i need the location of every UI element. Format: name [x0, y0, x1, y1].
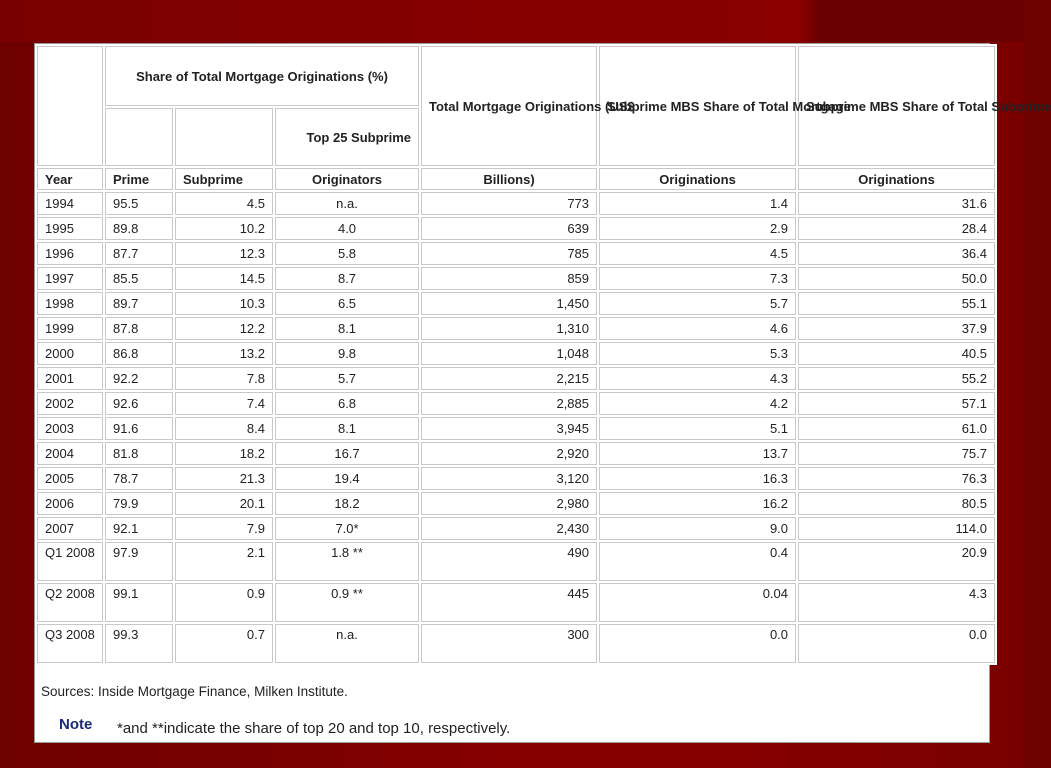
cell-subprime: 0.7: [175, 624, 273, 663]
cell-subprime: 12.2: [175, 317, 273, 340]
cell-mbs-total: 0.4: [599, 542, 796, 581]
cell-top25: 16.7: [275, 442, 419, 465]
table-row: [37, 624, 995, 663]
cell-mbs-total: 5.3: [599, 342, 796, 365]
cell-mbs-subprime: 0.0: [798, 624, 995, 663]
table-row: [37, 267, 995, 290]
cell-mbs-total: 0.04: [599, 583, 796, 622]
cell-mbs-total: 7.3: [599, 267, 796, 290]
cell-mbs-subprime: 50.0: [798, 267, 995, 290]
cell-mbs-subprime: 37.9: [798, 317, 995, 340]
table-row: [37, 367, 995, 390]
cell-year: 2006: [37, 492, 103, 515]
header-subprime-blank: [175, 108, 273, 166]
table-row: [37, 417, 995, 440]
cell-subprime: 13.2: [175, 342, 273, 365]
cell-subprime: 4.5: [175, 192, 273, 215]
header-prime-blank: [105, 108, 173, 166]
cell-mbs-total: 0.0: [599, 624, 796, 663]
cell-prime: 81.8: [105, 442, 173, 465]
table-row: [37, 542, 995, 581]
table-row: [37, 583, 995, 622]
cell-prime: 85.5: [105, 267, 173, 290]
cell-top25: 1.8 **: [275, 542, 419, 581]
cell-mbs-subprime: 76.3: [798, 467, 995, 490]
cell-prime: 99.1: [105, 583, 173, 622]
cell-total: 859: [421, 267, 597, 290]
slide-top-band: [0, 0, 1024, 42]
cell-subprime: 20.1: [175, 492, 273, 515]
cell-top25: 8.7: [275, 267, 419, 290]
note-text: *and **indicate the share of top 20 and top 10, respectively.: [117, 720, 511, 737]
header-total-originations: Total Mortgage Originations (US$: [421, 46, 597, 166]
cell-total: 3,120: [421, 467, 597, 490]
cell-mbs-subprime: 114.0: [798, 517, 995, 540]
table-row: [37, 517, 995, 540]
cell-total: 2,430: [421, 517, 597, 540]
cell-subprime: 2.1: [175, 542, 273, 581]
cell-year: 2004: [37, 442, 103, 465]
cell-year: 2007: [37, 517, 103, 540]
cell-total: 2,920: [421, 442, 597, 465]
sources-note: Sources: Inside Mortgage Finance, Milken Institute.: [41, 684, 348, 699]
cell-year: 2002: [37, 392, 103, 415]
table-row: [37, 317, 995, 340]
cell-mbs-subprime: 80.5: [798, 492, 995, 515]
table-row: [37, 242, 995, 265]
cell-total: 773: [421, 192, 597, 215]
cell-year: 2001: [37, 367, 103, 390]
cell-year: 1997: [37, 267, 103, 290]
cell-top25: 6.8: [275, 392, 419, 415]
cell-total: 1,310: [421, 317, 597, 340]
cell-mbs-total: 5.1: [599, 417, 796, 440]
cell-top25: 8.1: [275, 417, 419, 440]
cell-total: 2,980: [421, 492, 597, 515]
cell-prime: 87.7: [105, 242, 173, 265]
cell-prime: 92.1: [105, 517, 173, 540]
cell-mbs-total: 4.6: [599, 317, 796, 340]
cell-total: 490: [421, 542, 597, 581]
cell-mbs-total: 16.3: [599, 467, 796, 490]
cell-prime: 78.7: [105, 467, 173, 490]
table-row: [37, 492, 995, 515]
cell-total: 3,945: [421, 417, 597, 440]
cell-total: 639: [421, 217, 597, 240]
header-top25: Top 25 Subprime: [275, 108, 419, 166]
note-label: Note: [59, 716, 93, 733]
cell-mbs-subprime: 4.3: [798, 583, 995, 622]
cell-top25: 8.1: [275, 317, 419, 340]
cell-top25: 0.9 **: [275, 583, 419, 622]
cell-subprime: 14.5: [175, 267, 273, 290]
col-year: Year: [37, 168, 103, 190]
cell-top25: 7.0*: [275, 517, 419, 540]
cell-subprime: 7.8: [175, 367, 273, 390]
cell-top25: 9.8: [275, 342, 419, 365]
cell-year: Q1 2008: [37, 542, 103, 581]
cell-prime: 87.8: [105, 317, 173, 340]
cell-top25: n.a.: [275, 624, 419, 663]
cell-mbs-total: 4.5: [599, 242, 796, 265]
cell-prime: 95.5: [105, 192, 173, 215]
cell-prime: 89.8: [105, 217, 173, 240]
cell-mbs-subprime: 31.6: [798, 192, 995, 215]
cell-total: 785: [421, 242, 597, 265]
cell-prime: 92.2: [105, 367, 173, 390]
col-prime: Prime: [105, 168, 173, 190]
col-top25: Originators: [275, 168, 419, 190]
cell-mbs-subprime: 55.1: [798, 292, 995, 315]
cell-top25: n.a.: [275, 192, 419, 215]
header-share-group: Share of Total Mortgage Originations (%): [105, 46, 419, 106]
cell-mbs-subprime: 55.2: [798, 367, 995, 390]
col-total: Billions): [421, 168, 597, 190]
cell-mbs-total: 2.9: [599, 217, 796, 240]
cell-year: Q2 2008: [37, 583, 103, 622]
cell-top25: 18.2: [275, 492, 419, 515]
cell-mbs-total: 4.2: [599, 392, 796, 415]
cell-prime: 99.3: [105, 624, 173, 663]
header-mbs-share-subprime: Subprime MBS Share of Total Subprime: [798, 46, 995, 166]
cell-year: 2005: [37, 467, 103, 490]
cell-mbs-total: 16.2: [599, 492, 796, 515]
table-row: [37, 442, 995, 465]
mortgage-table: [35, 44, 1051, 665]
cell-mbs-total: 13.7: [599, 442, 796, 465]
cell-year: 2003: [37, 417, 103, 440]
cell-prime: 92.6: [105, 392, 173, 415]
table-row: [37, 192, 995, 215]
table-row: [37, 292, 995, 315]
col-subprime: Subprime: [175, 168, 273, 190]
cell-year: Q3 2008: [37, 624, 103, 663]
cell-subprime: 7.9: [175, 517, 273, 540]
cell-top25: 5.8: [275, 242, 419, 265]
cell-subprime: 8.4: [175, 417, 273, 440]
cell-mbs-subprime: 40.5: [798, 342, 995, 365]
cell-total: 2,215: [421, 367, 597, 390]
cell-mbs-total: 9.0: [599, 517, 796, 540]
cell-subprime: 18.2: [175, 442, 273, 465]
cell-year: 1995: [37, 217, 103, 240]
cell-prime: 79.9: [105, 492, 173, 515]
cell-subprime: 0.9: [175, 583, 273, 622]
cell-top25: 5.7: [275, 367, 419, 390]
cell-year: 1994: [37, 192, 103, 215]
cell-subprime: 10.2: [175, 217, 273, 240]
cell-total: 2,885: [421, 392, 597, 415]
cell-prime: 89.7: [105, 292, 173, 315]
cell-top25: 19.4: [275, 467, 419, 490]
cell-mbs-subprime: 28.4: [798, 217, 995, 240]
table-row: [37, 217, 995, 240]
col-mbs-total: Originations: [599, 168, 796, 190]
cell-mbs-total: 1.4: [599, 192, 796, 215]
header-mbs-share-total: Subprime MBS Share of Total Mortgage: [599, 46, 796, 166]
cell-subprime: 10.3: [175, 292, 273, 315]
cell-subprime: 21.3: [175, 467, 273, 490]
cell-total: 1,048: [421, 342, 597, 365]
cell-top25: 4.0: [275, 217, 419, 240]
cell-year: 2000: [37, 342, 103, 365]
cell-prime: 86.8: [105, 342, 173, 365]
table-row: [37, 342, 995, 365]
cell-mbs-subprime: 75.7: [798, 442, 995, 465]
cell-mbs-total: 4.3: [599, 367, 796, 390]
table-row: [37, 467, 995, 490]
cell-prime: 97.9: [105, 542, 173, 581]
cell-total: 445: [421, 583, 597, 622]
table-row: [37, 392, 995, 415]
cell-prime: 91.6: [105, 417, 173, 440]
cell-mbs-subprime: 36.4: [798, 242, 995, 265]
cell-total: 300: [421, 624, 597, 663]
table-panel: [34, 43, 1051, 743]
cell-total: 1,450: [421, 292, 597, 315]
cell-year: 1999: [37, 317, 103, 340]
cell-year: 1996: [37, 242, 103, 265]
cell-mbs-subprime: 57.1: [798, 392, 995, 415]
cell-mbs-subprime: 61.0: [798, 417, 995, 440]
cell-subprime: 12.3: [175, 242, 273, 265]
cell-subprime: 7.4: [175, 392, 273, 415]
cell-top25: 6.5: [275, 292, 419, 315]
cell-mbs-subprime: 20.9: [798, 542, 995, 581]
header-year-blank: [37, 46, 103, 166]
cell-mbs-total: 5.7: [599, 292, 796, 315]
cell-year: 1998: [37, 292, 103, 315]
col-mbs-subprime: Originations: [798, 168, 995, 190]
